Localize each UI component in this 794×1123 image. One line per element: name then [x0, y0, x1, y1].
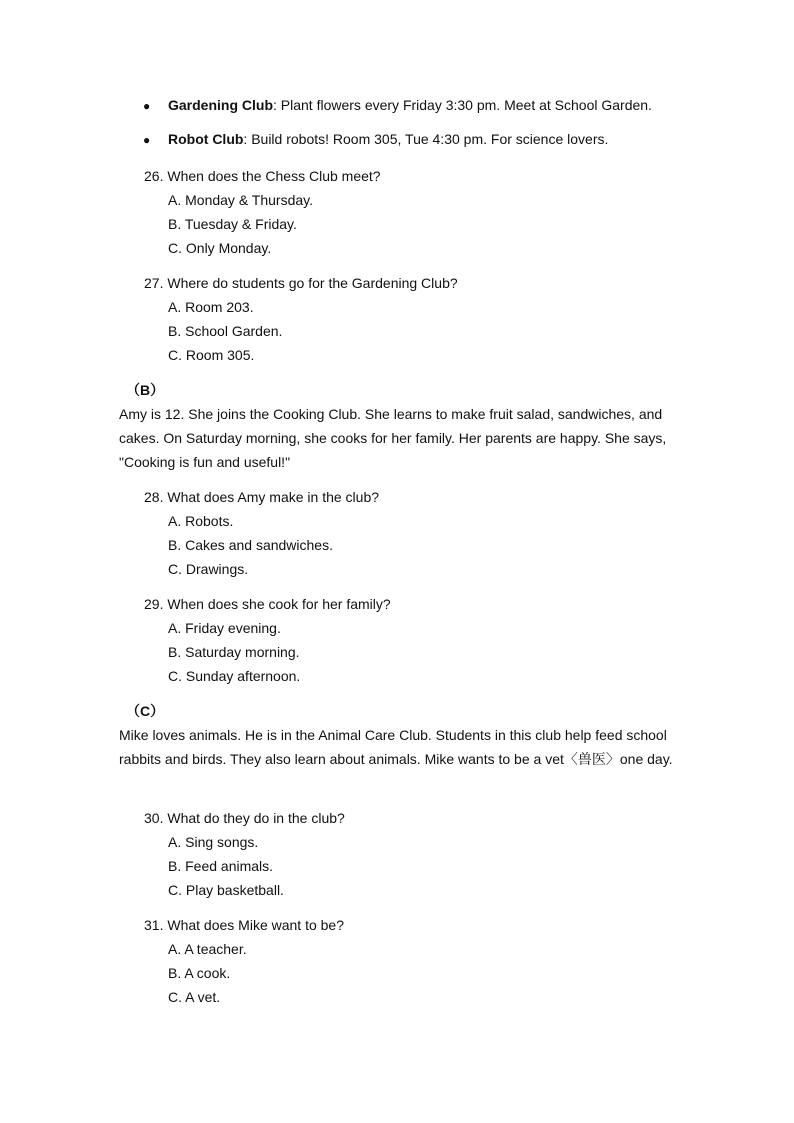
club-name: Gardening Club	[168, 97, 273, 113]
question-stem: 26. When does the Chess Club meet?	[144, 168, 381, 184]
passage-c: Mike loves animals. He is in the Animal Care Club. Students in this club help feed school rabbits and birds. They also learn about animals. Mike wants to be a vet〈兽医〉one day.	[119, 727, 673, 767]
question-27	[144, 271, 458, 367]
option-a: A. Room 203.	[168, 299, 254, 315]
option-c: C. Drawings.	[168, 561, 249, 577]
option-c: C. Sunday afternoon.	[168, 668, 301, 684]
question-stem: 27. Where do students go for the Gardening Club?	[144, 275, 458, 291]
question-stem: 29. When does she cook for her family?	[144, 596, 391, 612]
question-28	[144, 485, 379, 581]
option-b: B. Feed animals.	[168, 858, 274, 874]
option-b: B. Cakes and sandwiches.	[168, 537, 333, 553]
question-stem: 28. What does Amy make in the club?	[144, 489, 380, 505]
section-b-label: （B）	[126, 382, 165, 398]
question-31	[144, 913, 344, 1009]
bullet-dot: ●	[143, 133, 151, 147]
bullet-robot-club	[143, 131, 608, 147]
option-b: B. A cook.	[168, 965, 231, 981]
option-a: A. Monday & Thursday.	[168, 192, 313, 208]
question-30	[144, 806, 345, 902]
option-b: B. Tuesday & Friday.	[168, 216, 297, 232]
question-29	[144, 592, 391, 688]
option-c: C. A vet.	[168, 989, 221, 1005]
option-a: A. Robots.	[168, 513, 234, 529]
passage-b: Amy is 12. She joins the Cooking Club. She learns to make fruit salad, sandwiches, and cakes. On Saturday morning, she cooks for her family. Her parents are happy. She says, "Cooking is fun and useful!"	[119, 406, 667, 470]
option-a: A. Sing songs.	[168, 834, 259, 850]
option-c: C. Play basketball.	[168, 882, 284, 898]
option-c: C. Room 305.	[168, 347, 255, 363]
section-c-label: （C）	[126, 703, 165, 719]
option-b: B. School Garden.	[168, 323, 283, 339]
question-stem: 30. What do they do in the club?	[144, 810, 345, 826]
option-a: A. Friday evening.	[168, 620, 281, 636]
club-description: : Build robots! Room 305, Tue 4:30 pm. For science lovers.	[243, 131, 609, 147]
option-a: A. A teacher.	[168, 941, 247, 957]
question-stem: 31. What does Mike want to be?	[144, 917, 344, 933]
club-description: : Plant flowers every Friday 3:30 pm. Meet at School Garden.	[273, 97, 652, 113]
bullet-gardening-club	[143, 97, 652, 113]
option-c: C. Only Monday.	[168, 240, 272, 256]
option-b: B. Saturday morning.	[168, 644, 300, 660]
question-26	[144, 164, 381, 260]
bullet-dot: ●	[143, 99, 151, 113]
club-name: Robot Club	[168, 131, 244, 147]
